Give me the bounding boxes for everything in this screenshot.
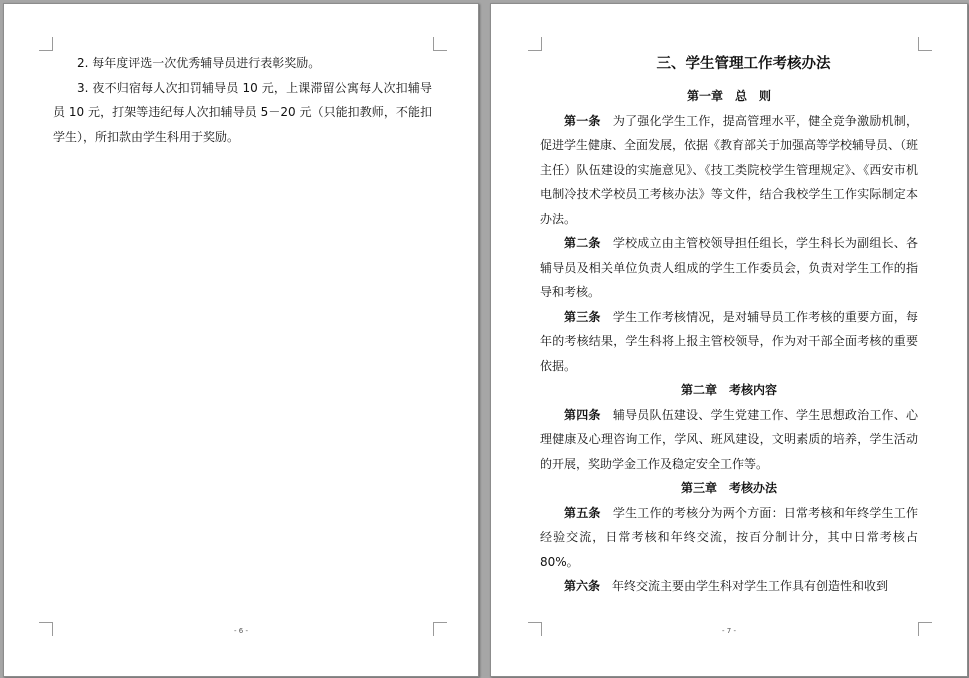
- margin-corner-mark: [433, 37, 447, 51]
- page-number: - 6 -: [234, 627, 248, 635]
- article-paragraph: [540, 574, 918, 599]
- article-label: 第二条: [564, 236, 601, 250]
- page-body: [540, 54, 918, 599]
- chapter-heading: 第一章 总 则: [686, 89, 771, 103]
- article-paragraph: [540, 109, 918, 232]
- chapter-heading: 第三章 考核办法: [680, 481, 777, 495]
- paragraph: 2. 每年度评选一次优秀辅导员进行表彰奖励。: [77, 56, 321, 70]
- margin-corner-mark: [918, 37, 932, 51]
- page-body: [53, 51, 432, 149]
- article-label: 第五条: [564, 505, 601, 520]
- article-text: 辅导员队伍建设、学生党建工作、学生思想政治工作、心理健康及心理咨询工作，学风、班风建设，文明素质的培养，学生活动的开展，奖助学金工作及稳定安全工作等。: [540, 407, 918, 471]
- article-label: 第三条: [564, 309, 601, 324]
- article-text: 学校成立由主管校领导担任组长，学生科长为副组长、各辅导员及相关单位负责人组成的学生工作委员会，负责对学生工作的指导和考核。: [540, 236, 918, 299]
- article-paragraph: [540, 501, 918, 575]
- article-label: 第六条: [564, 579, 601, 593]
- margin-corner-mark: [528, 37, 542, 51]
- article-text: 学生工作的考核分为两个方面：日常考核和年终学生工作经验交流，日常考核和年终交流，按百分制计分，其中日常考核占 80%。: [540, 505, 918, 569]
- article-text: 年终交流主要由学生科对学生工作具有创造性和收到: [612, 579, 889, 593]
- document-page-7: [490, 3, 968, 677]
- article-paragraph: [540, 305, 918, 379]
- article-label: 第四条: [564, 407, 601, 422]
- article-paragraph: [540, 231, 918, 305]
- article-label: 第一条: [564, 113, 601, 128]
- paragraph: 3. 夜不归宿每人次扣罚辅导员 10 元，上课滞留公寓每人次扣辅导员 10 元，打架等违纪每人次扣辅导员 5－20 元（只能扣教师，不能扣学生），所扣款由学生科用于奖励。: [53, 80, 432, 144]
- page-number: - 7 -: [722, 627, 736, 635]
- section-title: 三、学生管理工作考核办法: [656, 56, 831, 72]
- document-page-6: [3, 3, 479, 677]
- article-paragraph: [540, 403, 918, 477]
- margin-corner-mark: [39, 37, 53, 51]
- chapter-heading: 第二章 考核内容: [680, 383, 777, 397]
- article-text: 学生工作考核情况，是对辅导员工作考核的重要方面，每年的考核结果，学生科将上报主管校领导，作为对干部全面考核的重要依据。: [540, 309, 918, 373]
- article-text: 为了强化学生工作，提高管理水平，健全竞争激励机制，促进学生健康、全面发展，依据《教育部关于加强高等学校辅导员、（班主任）队伍建设的实施意见》、《技工类院校学生管理规定》、《西安市机电制冷技术学校员工考核办法》等文件，结合我校学生工作实际制定本办法。: [540, 113, 919, 226]
